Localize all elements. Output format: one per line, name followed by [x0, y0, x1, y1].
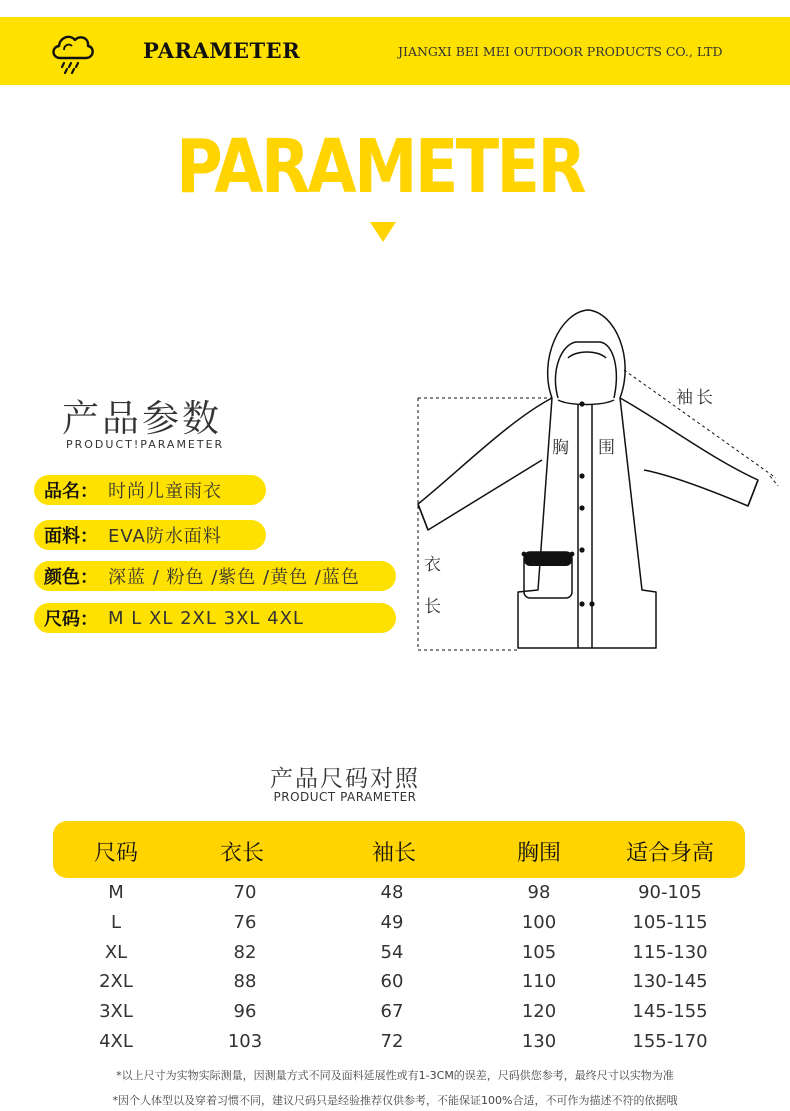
hero-title: PARAMETER [176, 124, 584, 210]
spec-color [34, 561, 396, 591]
table-cell: 105-115 [632, 911, 708, 933]
diagram-label-length: 长 [424, 597, 441, 617]
table-cell: 76 [233, 911, 257, 933]
spec-value: M L XL 2XL 3XL 4XL [108, 607, 304, 629]
diagram-label-length: 衣 [424, 555, 441, 575]
table-cell: 67 [380, 1001, 404, 1023]
table-cell: 60 [380, 971, 404, 993]
table-cell: 88 [233, 971, 257, 993]
footnote: *因个人体型以及穿着习惯不同，建议尺码只是经验推荐仅供参考，不能保证100%合适，不可作为描述不符的依据哦 [112, 1094, 678, 1107]
column-header: 衣长 [219, 841, 264, 866]
table-cell: 130-145 [632, 971, 708, 993]
table-cell: 96 [233, 1001, 257, 1023]
size-table-title: 产品尺码对照 [270, 766, 420, 792]
table-cell: 82 [233, 941, 257, 963]
table-cell: 103 [227, 1031, 263, 1052]
table-cell: 49 [380, 911, 404, 933]
table-cell: XL [104, 941, 128, 963]
column-header: 适合身高 [625, 841, 714, 866]
table-cell: L [110, 911, 122, 933]
table-cell: 90-105 [638, 882, 702, 903]
spec-value: 时尚儿童雨衣 [108, 481, 222, 502]
table-cell: 72 [380, 1031, 404, 1052]
spec-name [34, 475, 266, 505]
down-arrow-icon [370, 222, 396, 242]
table-cell: 3XL [99, 1001, 133, 1023]
diagram-label-sleeve: 袖长 [676, 388, 716, 408]
diagram-label-chest: 围 [598, 438, 615, 458]
table-cell: 4XL [99, 1031, 133, 1052]
table-cell: 54 [380, 941, 404, 963]
product-section-subtitle: PRODUCT!PARAMETER [66, 438, 225, 451]
table-cell: 98 [527, 882, 551, 903]
spec-value: EVA防水面料 [108, 526, 222, 547]
column-header: 袖长 [371, 841, 416, 866]
spec-label: 尺码： [44, 609, 98, 630]
table-cell: 115-130 [632, 941, 708, 963]
table-cell: 155-170 [632, 1031, 708, 1052]
spec-label: 面料： [44, 526, 98, 547]
table-cell: 105 [521, 941, 557, 963]
spec-label: 品名： [44, 481, 98, 502]
product-section-title: 产品参数 [62, 397, 222, 440]
rain-cloud-icon [48, 28, 96, 74]
table-cell: 70 [233, 882, 257, 903]
spec-size [34, 603, 396, 633]
table-cell: 100 [521, 911, 557, 933]
table-cell: 120 [521, 1001, 557, 1023]
table-cell: M [108, 882, 124, 903]
table-cell: 48 [380, 882, 404, 903]
table-cell: 145-155 [632, 1001, 708, 1023]
company-name: JIANGXI BEI MEI OUTDOOR PRODUCTS CO., LTD [398, 44, 723, 59]
diagram-label-chest: 胸 [552, 438, 569, 458]
spec-value: 深蓝 / 粉色 /紫色 /黄色 /蓝色 [108, 567, 360, 588]
size-table-subtitle: PRODUCT PARAMETER [273, 790, 417, 804]
spec-label: 颜色： [44, 567, 98, 588]
column-header: 尺码 [93, 841, 138, 866]
footnote: *以上尺寸为实物实际测量，因测量方式不同及面料延展性或有1-3CM的误差，尺码供您参考，最终尺寸以实物为准 [116, 1069, 674, 1082]
table-cell: 2XL [99, 971, 133, 993]
raincoat-diagram [410, 300, 790, 660]
table-cell: 110 [521, 971, 557, 993]
table-cell: 130 [521, 1031, 557, 1052]
header-title: PARAMETER [143, 38, 301, 63]
column-header: 胸围 [516, 841, 561, 866]
spec-material [34, 520, 266, 550]
